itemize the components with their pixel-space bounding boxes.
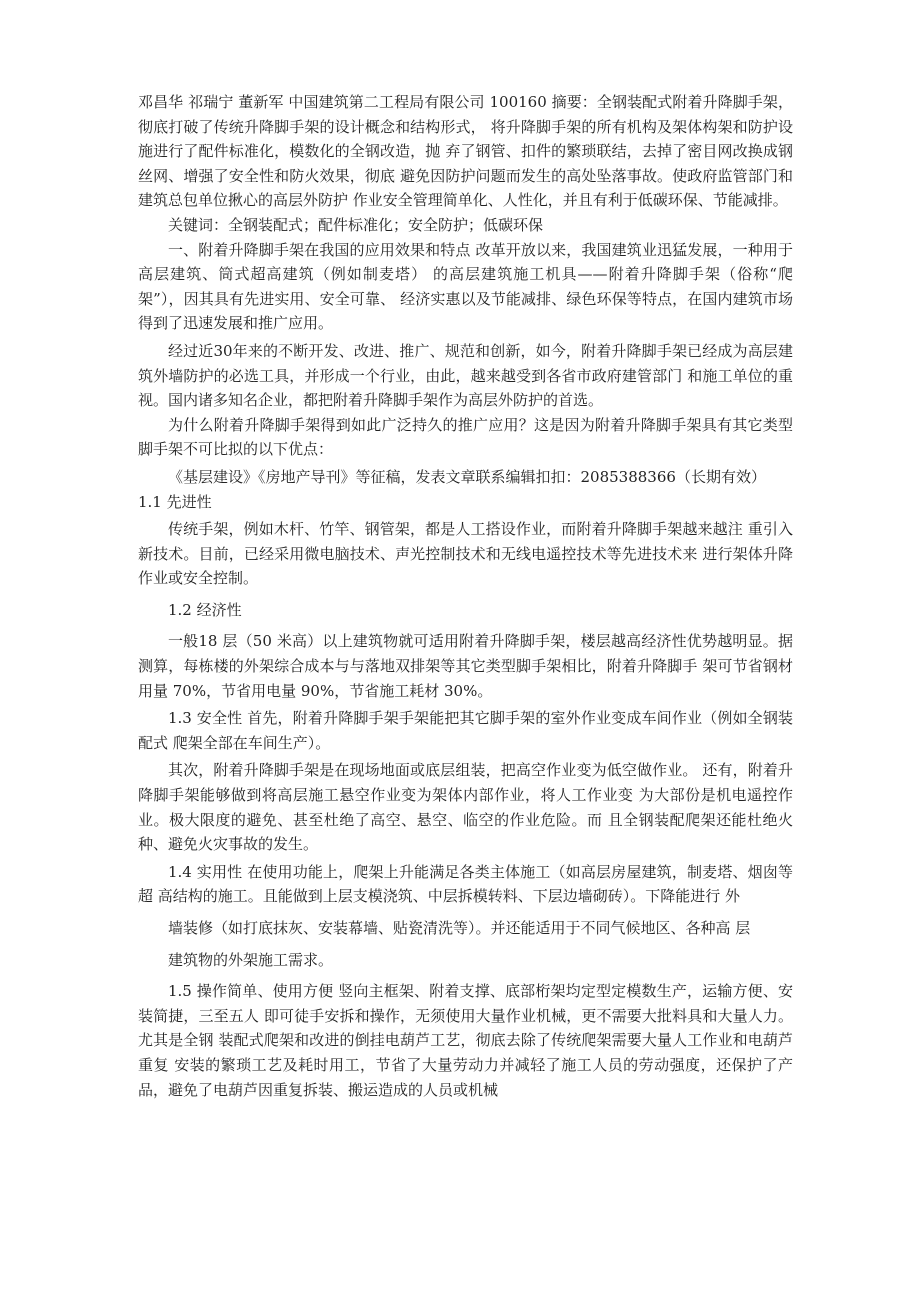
call-for-papers: 《基层建设》《房地产导刊》等征稿，发表文章联系编辑扣扣：2085388366（长期有效） xyxy=(168,467,766,486)
paragraph-safety: 1.3 安全性 首先，附着升降脚手架手架能把其它脚手架的室外作业变成车间作业（例如全钢装配式 爬架全部在车间生产）。 xyxy=(138,709,793,752)
keywords: 关键词：全钢装配式；配件标准化；安全防护；低碳环保 xyxy=(168,215,544,234)
paragraph-advanced: 传统手架，例如木杆、竹竿、钢管架，都是人工搭设作业，而附着升降脚手架越来越注 重引入新技术。目前，已经采用微电脑技术、声光控制技术和无线电遥控技术等先进技术来 进行架体升降作业或安全控制。 xyxy=(138,520,793,588)
heading-1-1: 1.1 先进性 xyxy=(138,492,212,511)
paragraph-operation: 1.5 操作简单、使用方便 竖向主框架、附着支撑、底部桁架均定型定模数生产，运输方便、安装简捷，三至五人 即可徒手安拆和操作，无须使用大量作业机械，更不需要大批料具和大量人力。尤其是全钢 装配式爬架和改进的倒挂电葫芦工艺，彻底去除了传统爬架需要大量人工作业和电葫芦重复 安装的繁琐工艺及耗时用工，节省了大量劳动力并减轻了施工人员的劳动强度，还保护了产 品，避免了电葫芦因重复拆装、搬运造成的人员或机械 xyxy=(138,982,793,1099)
paragraph-practical-2: 墙装修（如打底抹灰、安装幕墙、贴瓷清洗等）。并还能适用于不同气候地区、各种高 层 xyxy=(168,919,751,937)
paragraph-why: 为什么附着升降脚手架得到如此广泛持久的推广应用？这是因为附着升降脚手架具有其它类型脚手架不可比拟的以下优点： xyxy=(138,415,793,459)
section-1-intro: 一、附着升降脚手架在我国的应用效果和特点 改革开放以来，我国建筑业迅猛发展，一种用于高层建筑、筒式超高建筑（例如制麦塔） 的高层建筑施工机具——附着升降脚手架（俗称“爬架”），因其具有先进实用、安全可靠、 经济实惠以及节能减排、绿色环保等特点，在国内建筑市场得到了迅速发展和推广应用。 xyxy=(138,240,793,333)
heading-1-2: 1.2 经济性 xyxy=(168,600,242,619)
authors-abstract: 邓昌华 祁瑞宁 董新军 中国建筑第二工程局有限公司 100160 摘要：全钢装配式附着升降脚手架，彻底打破了传统升降脚手架的设计概念和结构形式， 将升降脚手架的所有机构及架体构架和防护设施进行了配件标准化，模数化的全钢改造，抛 弃了钢管、扣件的繁琐联结，去掉了密目网改换成钢丝网、增强了安全性和防火效果，彻底 避免因防护问题而发生的高处坠落事故。使政府监管部门和建筑总包单位揪心的高层外防护 作业安全管理简单化、人性化，并且有利于低碳环保、节能减排。 xyxy=(138,93,793,210)
paragraph-safety-2: 其次，附着升降脚手架是在现场地面或底层组装，把高空作业变为低空做作业。 还有，附着升降脚手架能够做到将高层施工悬空作业变为架体内部作业，将人工作业变 为大部份是机电遥控作业。极大限度的避免、甚至杜绝了高空、悬空、临空的作业危险。而 且全钢装配爬架还能杜绝火种、避免火灾事故的发生。 xyxy=(138,761,793,854)
paragraph-practical-3: 建筑物的外架施工需求。 xyxy=(168,950,334,969)
paragraph-practical: 1.4 实用性 在使用功能上，爬架上升能满足各类主体施工（如高层房屋建筑，制麦塔、烟囱等超 高结构的施工。且能做到上层支模浇筑、中层拆模转料、下层边墙砌砖）。下降能进行 外 xyxy=(138,862,793,906)
paragraph-development: 经过近30年来的不断开发、改进、推广、规范和创新，如今，附着升降脚手架已经成为高层建筑外墙防护的必选工具，并形成一个行业，由此，越来越受到各省市政府建管部门 和施工单位的重视。国内诸多知名企业，都把附着升降脚手架作为高层外防护的首选。 xyxy=(138,341,793,410)
document-body xyxy=(138,90,793,1102)
paragraph-economy: 一般18 层（50 米高）以上建筑物就可适用附着升降脚手架，楼层越高经济性优势越明显。据测算，每栋楼的外架综合成本与与落地双排架等其它类型脚手架相比，附着升降脚手 架可节省钢材用量 70%，节省用电量 90%，节省施工耗材 30%。 xyxy=(138,632,793,700)
